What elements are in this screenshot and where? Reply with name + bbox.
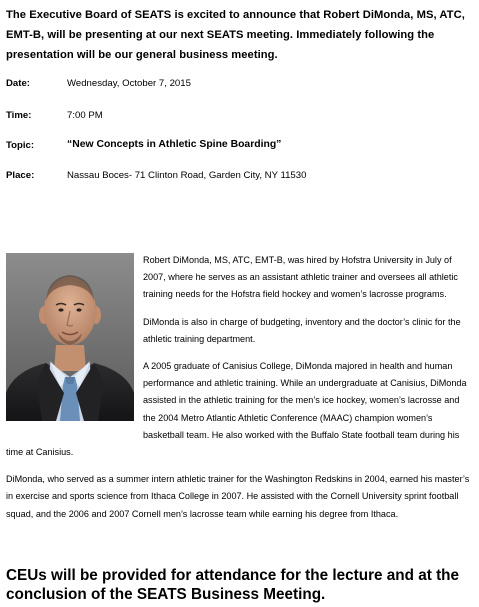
detail-topic: [6, 140, 476, 158]
detail-topic-value: “New Concepts in Athletic Spine Boarding”: [67, 139, 282, 150]
detail-time-value: 7:00 PM: [67, 110, 103, 121]
ceu-notice: CEUs will be provided for attendance for the lecture and at the conclusion of the SEATS Business Meeting.: [6, 567, 460, 603]
detail-place: [6, 170, 476, 188]
bio-paragraph-2: DiMonda is also in charge of budgeting, inventory and the doctor’s clinic for the athletic training department.: [143, 316, 461, 344]
detail-time: [6, 110, 476, 128]
detail-place-label: Place:: [6, 170, 35, 181]
detail-date-value: Wednesday, October 7, 2015: [67, 78, 191, 89]
speaker-bio: [6, 252, 471, 533]
bio-paragraph-1: Robert DiMonda, MS, ATC, EMT-B, was hired by Hofstra University in July of 2007, where he serves as an assistant athletic trainer and oversees all athletic training needs for the Hofstra field hockey and women’s lacrosse programs.: [143, 255, 458, 300]
detail-date-label: Date:: [6, 78, 30, 89]
bio-paragraph-3: A 2005 graduate of Canisius College, DiMonda majored in health and human performance and athletic training. While an undergraduate at Canisius, DiMonda assisted in the athletic training for the men’s ice hockey, women’s lacrosse and the 2004 Metro Atlantic Athletic Conference (MAAC) champion women’s basketball team. He also worked with the Buffalo State football team during his time at Canisius.: [6, 361, 467, 458]
bio-paragraph-4: DiMonda, who served as a summer intern athletic trainer for the Washington Redskins in 2004, earned his master’s in exercise and sports science from Ithaca College in 2007. He assisted with the Cornell University sprint football squad, and the 2006 and 2007 Cornell men’s lacrosse team while earning his degree from Ithaca.: [6, 474, 470, 519]
speaker-photo: [6, 253, 134, 421]
detail-time-label: Time:: [6, 110, 32, 121]
detail-topic-label: Topic:: [6, 140, 35, 151]
detail-date: [6, 78, 476, 96]
detail-place-value: Nassau Boces- 71 Clinton Road, Garden City, NY 11530: [67, 170, 307, 181]
announcement-intro: The Executive Board of SEATS is excited to announce that Robert DiMonda, MS, ATC, EMT-B, will be presenting at our next SEATS meeting. Immediately following the presentation will be our general business meeting.: [6, 9, 465, 61]
